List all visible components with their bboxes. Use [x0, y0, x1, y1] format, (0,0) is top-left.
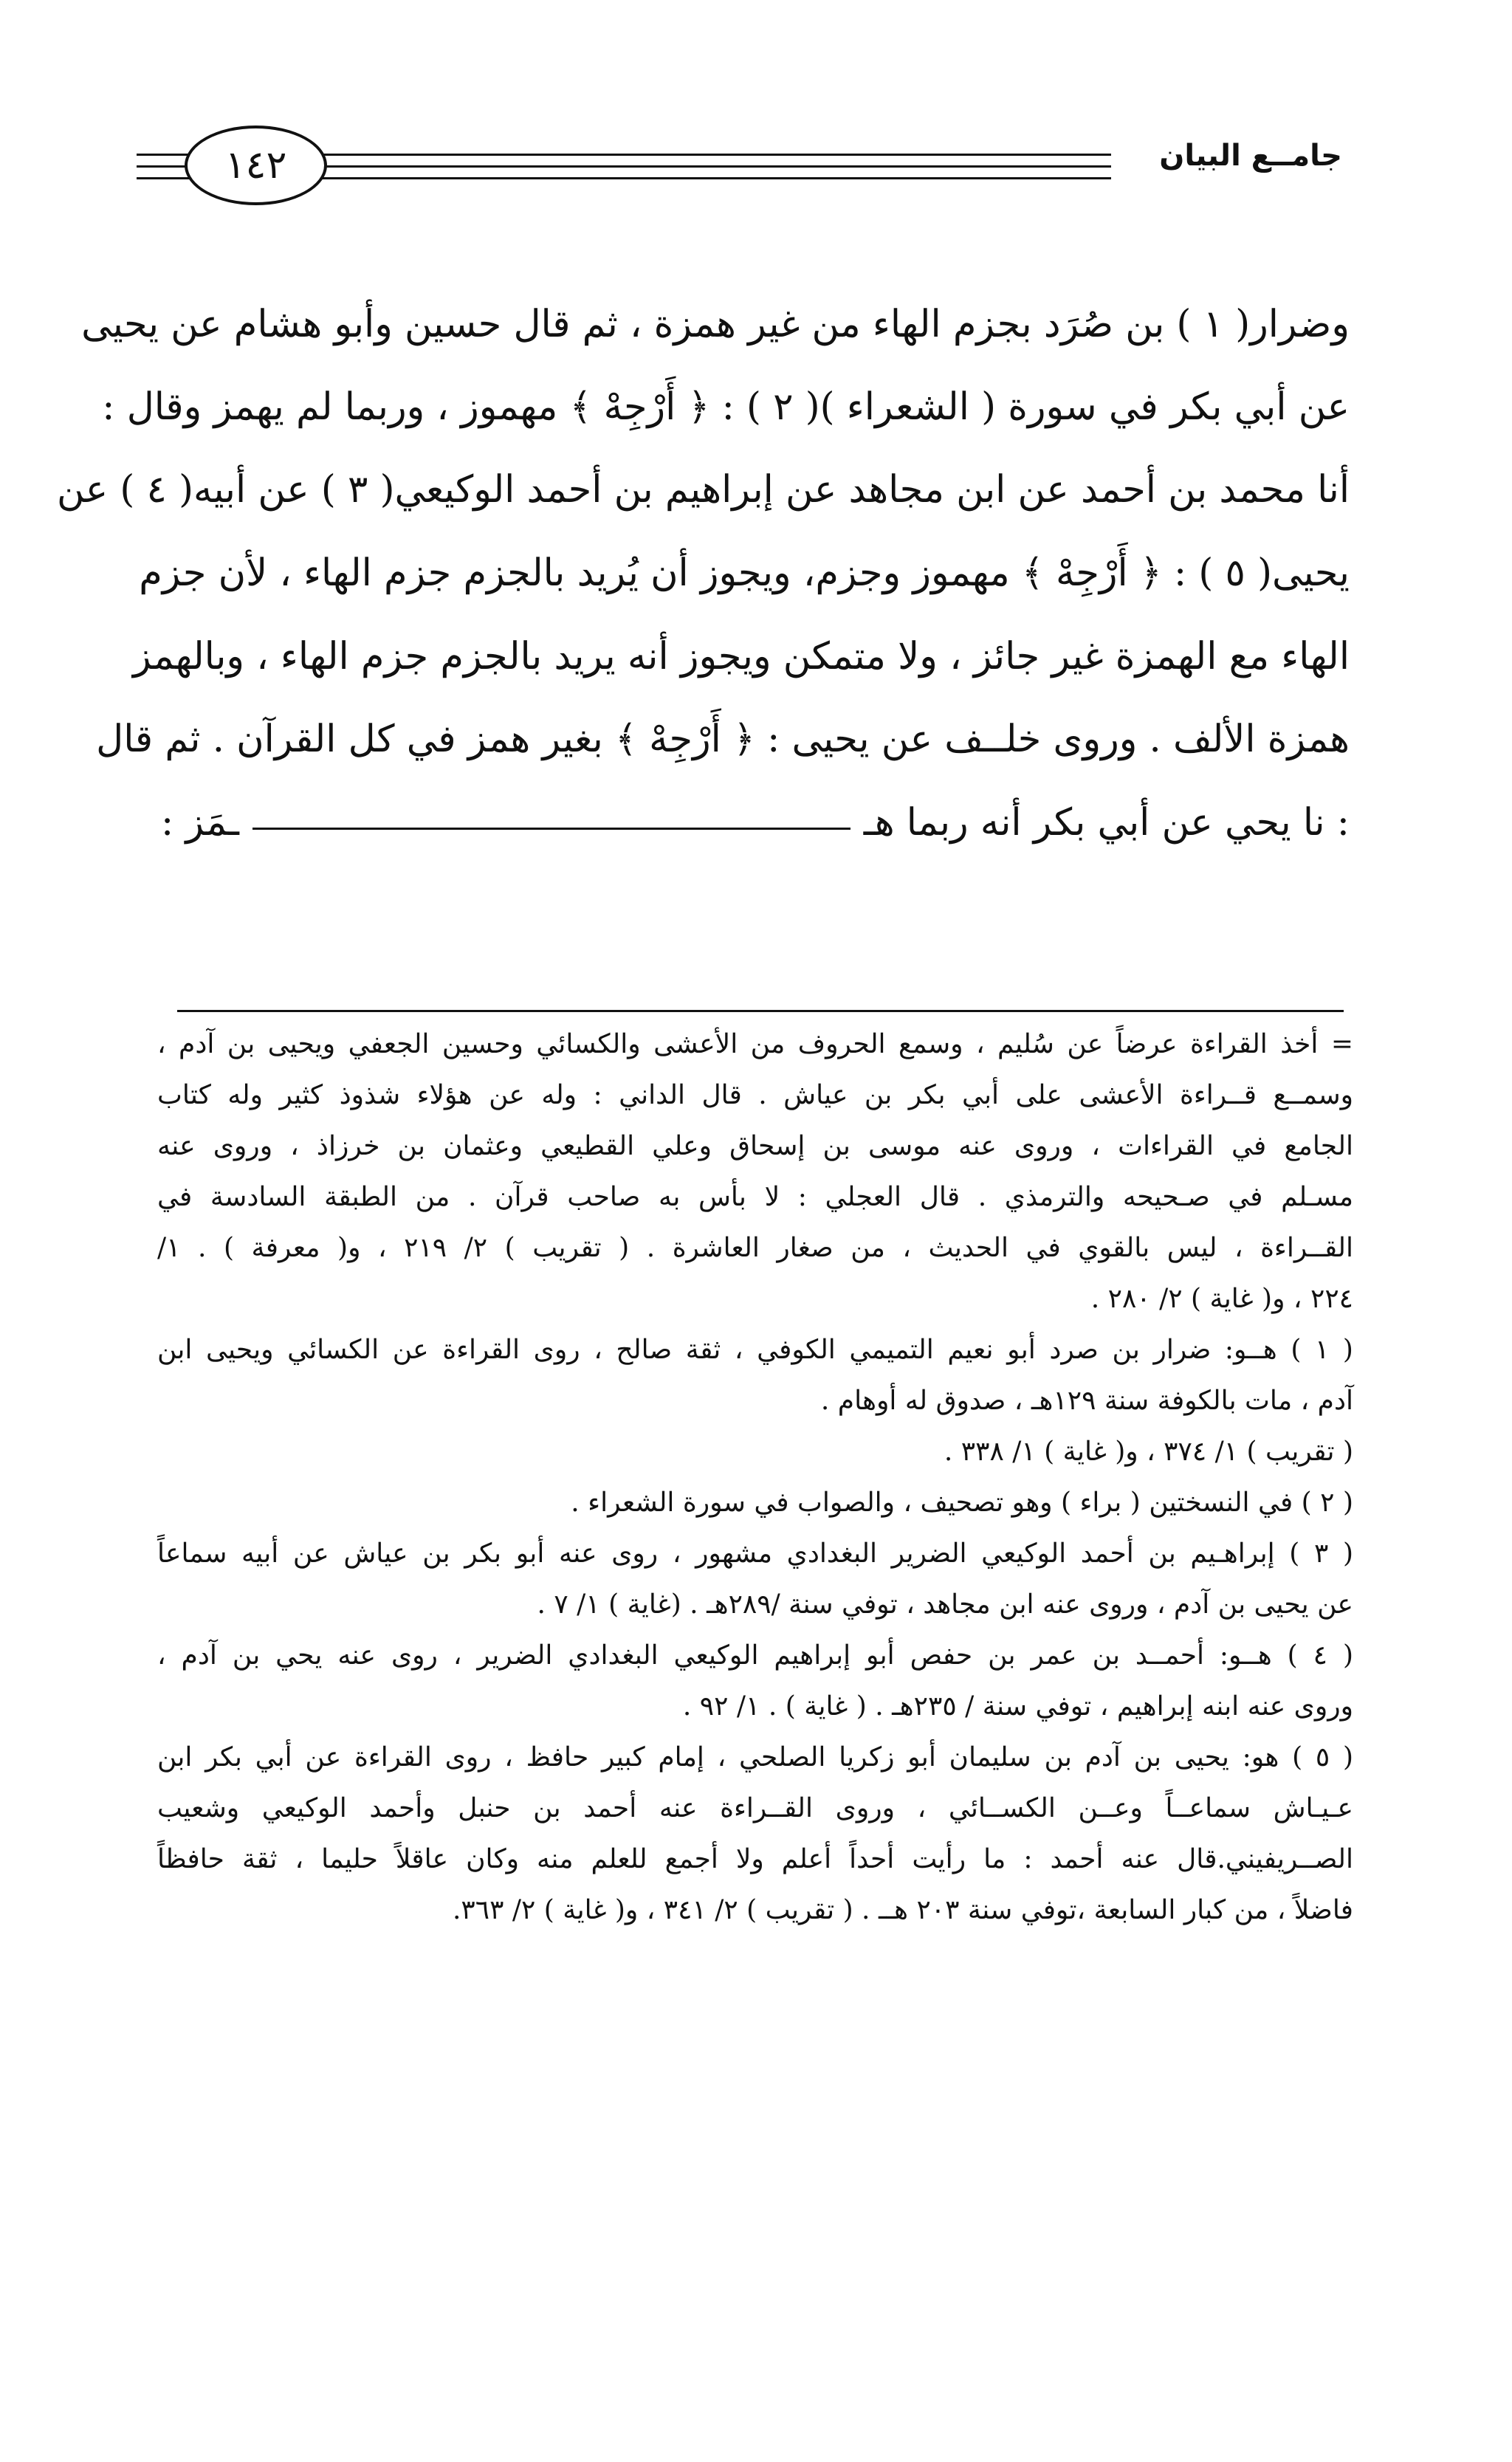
footnote-line-18: فاضلاً ، من كبار السابعة ،توفي سنة ٢٠٣ هــ . ( تقريب ) ٢/ ٣٤١ ، و( غاية ) ٢/ ٣٦٣.: [452, 1895, 1353, 1925]
page-number-oval: [185, 125, 327, 205]
footnote-line-10: ( ٢ ) في النسختين ( براء ) وهو تصحيف ، والصواب في سورة الشعراء .: [571, 1488, 1353, 1518]
footnote-line-1: = أخذ القراءة عرضاً عن سُليم ، وسمع الحروف من الأعشى والكسائي وحسين الجعفي ويحيى بن آدم ،: [157, 1029, 1353, 1059]
footnote-line-16: عـيـاش سماعــاً وعــن الكســائي ، وروى القــراءة عنه أحمد بن حنبل وأحمد الوكيعي وشعيب: [157, 1793, 1353, 1823]
footnote-line-12: عن يحيى بن آدم ، وروى عنه ابن مجاهد ، توفي سنة /٢٨٩هـ . (غاية ) ١/ ٧ .: [537, 1589, 1353, 1620]
footnote-line-14: وروى عنه ابنه إبراهيم ، توفي سنة / ٢٣٥هـ . ( غاية ) . ١/ ٩٢ .: [682, 1691, 1353, 1722]
footnote-line-15: ( ٥ ) هو: يحيى بن آدم بن سليمان أبو زكريا الصلحي ، إمام كبير حافظ ، روى القراءة عن أبي بكر ابن: [157, 1742, 1353, 1772]
footnote-line-2: وسمــع قــراءة الأعشى على أبي بكر بن عياش . قال الداني : وله عن هؤلاء شذوذ كثير وله كتاب: [157, 1080, 1353, 1110]
kashida-extension: [252, 828, 850, 830]
footnote-line-3: الجامع في القراءات ، وروى عنه موسى بن إسحاق وعلي القطيعي وعثمان بن خرزاذ ، وروى عنه: [157, 1131, 1353, 1161]
footnote-line-5: القــراءة ، ليس بالقوي في الحديث ، من صغار العاشرة . ( تقريب ) ٢/ ٢١٩ ، و( معرفة ) . ١/: [157, 1233, 1354, 1263]
footnote-line-13: ( ٤ ) هــو: أحمــد بن عمر بن حفص أبو إبراهيم الوكيعي البغدادي الضرير ، روى عنه يحي بن آدم ،: [157, 1640, 1353, 1671]
main-text-line-7: [161, 800, 1350, 847]
footnote-line-17: الصــريفيني.قال عنه أحمد : ما رأيت أحداً أعلم ولا أجمع للعلم منه وكان عاقلاً حليما ، ثقة حافظاً: [157, 1844, 1353, 1874]
footnote-line-4: مسـلم في صـحيحه والترمذي . قال العجلي : لا بأس به صاحب قرآن . من الطبقة السادسة في: [157, 1182, 1353, 1212]
main-text-line-6: همزة الألف . وروى خلــف عن يحيى : ﴿ أَرْجِهْ ﴾ بغير همز في كل القرآن . ثم قال: [96, 718, 1350, 761]
footnote-line-8: آدم ، مات بالكوفة سنة ١٢٩هـ ، صدوق له أوهام .: [820, 1386, 1353, 1416]
footnote-line-7: ( ١ ) هــو: ضرار بن صرد أبو نعيم التميمي الكوفي ، ثقة صالح ، روى القراءة عن الكسائي ويحيى ابن: [157, 1335, 1353, 1365]
main-text-line-7-start: : نا يحي عن أبي بكر أنه ربما هـ: [863, 801, 1350, 845]
footnote-separator: [177, 1010, 1344, 1012]
main-text-line-5: الهاء مع الهمزة غير جائز ، ولا متمكن ويجوز أنه يريد بالجزم جزم الهاء ، وبالهمز: [133, 635, 1350, 678]
main-text-line-7-end: ـمَز :: [161, 801, 239, 845]
page-number: ١٤٢: [224, 143, 287, 188]
footnote-line-11: ( ٣ ) إبراهـيم بن أحمد الوكيعي الضرير البغدادي مشهور ، روى عنه أبو بكر بن عياش عن أبيه سماعاً: [157, 1538, 1353, 1569]
main-text-line-2: عن أبي بكر في سورة ( الشعراء )( ٢ ) : ﴿ أَرْجِهْ ﴾ مهموز ، وربما لم يهمز وقال :: [102, 385, 1350, 429]
main-text-line-3: أنا محمد بن أحمد عن ابن مجاهد عن إبراهيم بن أحمد الوكيعي( ٣ ) عن أبيه( ٤ ) عن: [56, 468, 1350, 512]
main-text-line-4: يحيى( ٥ ) : ﴿ أَرْجِهْ ﴾ مهموز وجزم، ويجوز أن يُريد بالجزم جزم الهاء ، لأن جزم: [139, 551, 1350, 595]
main-text-line-1: وضرار( ١ ) بن صُرَد بجزم الهاء من غير همزة ، ثم قال حسين وأبو هشام عن يحيى: [81, 303, 1350, 346]
footnote-line-6: ٢٢٤ ، و( غاية ) ٢/ ٢٨٠ .: [1090, 1284, 1353, 1314]
book-title: جامــع البيان: [1159, 139, 1342, 173]
footnote-line-9: ( تقريب ) ١/ ٣٧٤ ، و( غاية ) ١/ ٣٣٨ .: [944, 1437, 1353, 1467]
